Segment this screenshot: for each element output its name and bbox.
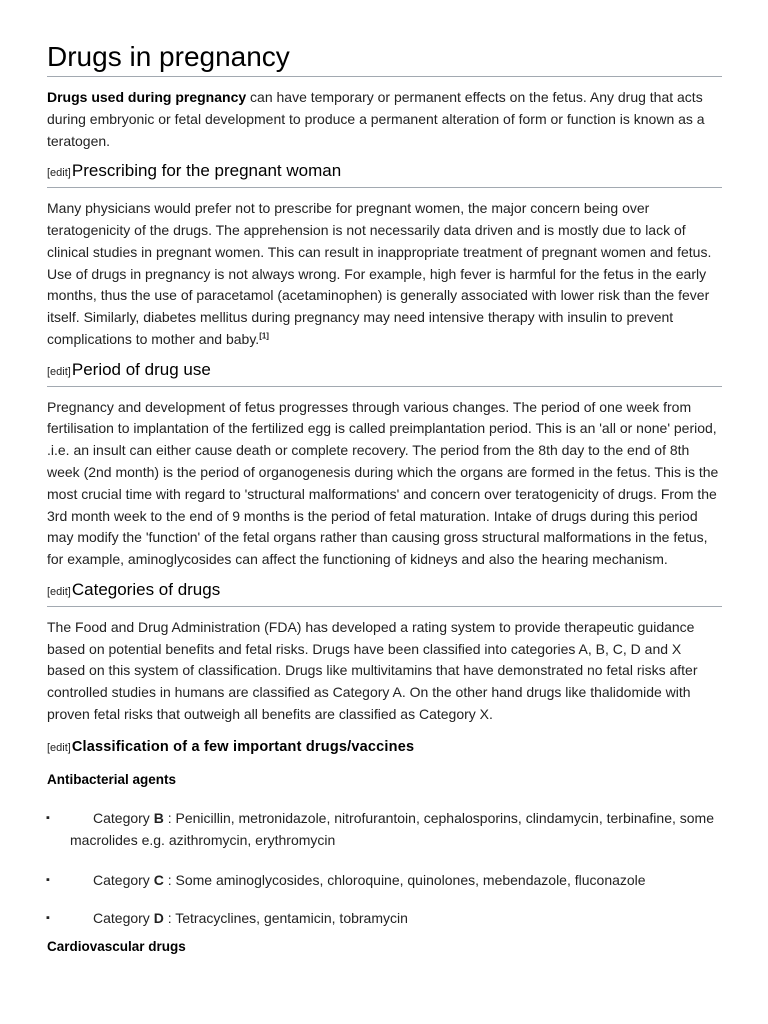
group-title-cardiovascular: Cardiovascular drugs [47,938,186,954]
section-text: Many physicians would prefer not to prescribe for pregnant women, the major concern being over teratogenicity of the drugs. The apprehension is not necessarily data driven and is mostly due to lack of clinical studies in pregnant women. This can result in inappropriate treatment of pregnant women and fetus. Use of drugs in pregnancy is not always wrong. For example, high fever is harmful for the fetus in the early months, thus the use of paracetamol (acetaminophen) is generally associated with lower risk than the fever itself. Similarly, diabetes mellitus during pregnancy may need intensive therapy with insulin to prevent complications to mother and baby. [47,200,712,347]
list-item [47,808,722,852]
category-letter: B [153,810,164,827]
intro-text: can have temporary or permanent effects on the fetus. Any drug that acts during embryonic or fetal development to produce a permanent alteration of form or function is known as a teratogen. [47,89,705,149]
section-body-prescribing [47,198,722,351]
category-prefix: Category [93,871,154,888]
bullet-icon: ▪ [46,873,50,886]
category-letter: C [153,871,164,888]
section-title: Categories of drugs [71,579,221,599]
subsection-title: Classification of a few important drugs/vaccines [71,738,415,755]
edit-link[interactable]: [edit] [47,167,71,180]
section-title: Prescribing for the pregnant woman [71,161,342,181]
page-title: Drugs in pregnancy [47,40,722,77]
edit-link[interactable]: [edit] [47,365,71,378]
category-letter: D [153,909,164,926]
list-item [47,870,722,892]
intro-paragraph [47,87,722,152]
section-heading-prescribing [47,159,722,188]
intro-bold: Drugs used during pregnancy [47,89,247,105]
category-prefix: Category [93,810,154,827]
edit-link[interactable]: [edit] [47,585,71,598]
category-drugs: : Some aminoglycosides, chloroquine, quinolones, mebendazole, fluconazole [163,871,646,888]
list-item [47,908,722,930]
antibacterial-list [47,808,722,929]
section-body-period: Pregnancy and development of fetus progresses through various changes. The period of one week from fertilisation to implantation of the fertilized egg is called preimplantation period. This is an 'all or none' period, .i.e. an insult can either cause death or complete recovery. The period from the 8th day to the end of 8th week (2nd month) is the period of organogenesis during which the organs are formed in the fetus. This is the most crucial time with regard to 'structural malformations' and concern over teratogenicity of drugs. From the 3rd month week to the end of 9 months is the period of fetal maturation. Intake of drugs during this period may modify the 'function' of the fetal organs rather than causing gross structural malformations in the fetus, for example, aminoglycosides can affect the functioning of kidneys and also the hearing mechanism. [47,398,719,568]
bullet-icon: ▪ [46,812,50,825]
section-title: Period of drug use [71,359,211,379]
category-drugs: : Penicillin, metronidazole, nitrofurantoin, cephalosporins, clindamycin, terbinafine, some macrolides e.g. azithromycin, erythromycin [70,810,714,849]
edit-link[interactable]: [edit] [47,741,71,754]
group-title-antibacterial: Antibacterial agents [47,771,177,787]
bullet-icon: ▪ [46,911,50,924]
section-heading-categories [47,578,722,607]
reference-link[interactable]: [1] [259,331,269,341]
section-heading-period [47,358,722,387]
subsection-heading-classification [47,737,722,760]
category-prefix: Category [93,909,154,926]
section-body-categories: The Food and Drug Administration (FDA) has developed a rating system to provide therapeutic guidance based on potential benefits and fetal risks. Drugs have been classified into categories A, B, C, D and X based on this system of classification. Drugs like multivitamins that have demonstrated no fetal risks after controlled studies in humans are classified as Category A. On the other hand drugs like thalidomide with proven fetal risks that outweigh all benefits are classified as Category X. [47,618,698,722]
category-drugs: : Tetracyclines, gentamicin, tobramycin [163,909,408,926]
